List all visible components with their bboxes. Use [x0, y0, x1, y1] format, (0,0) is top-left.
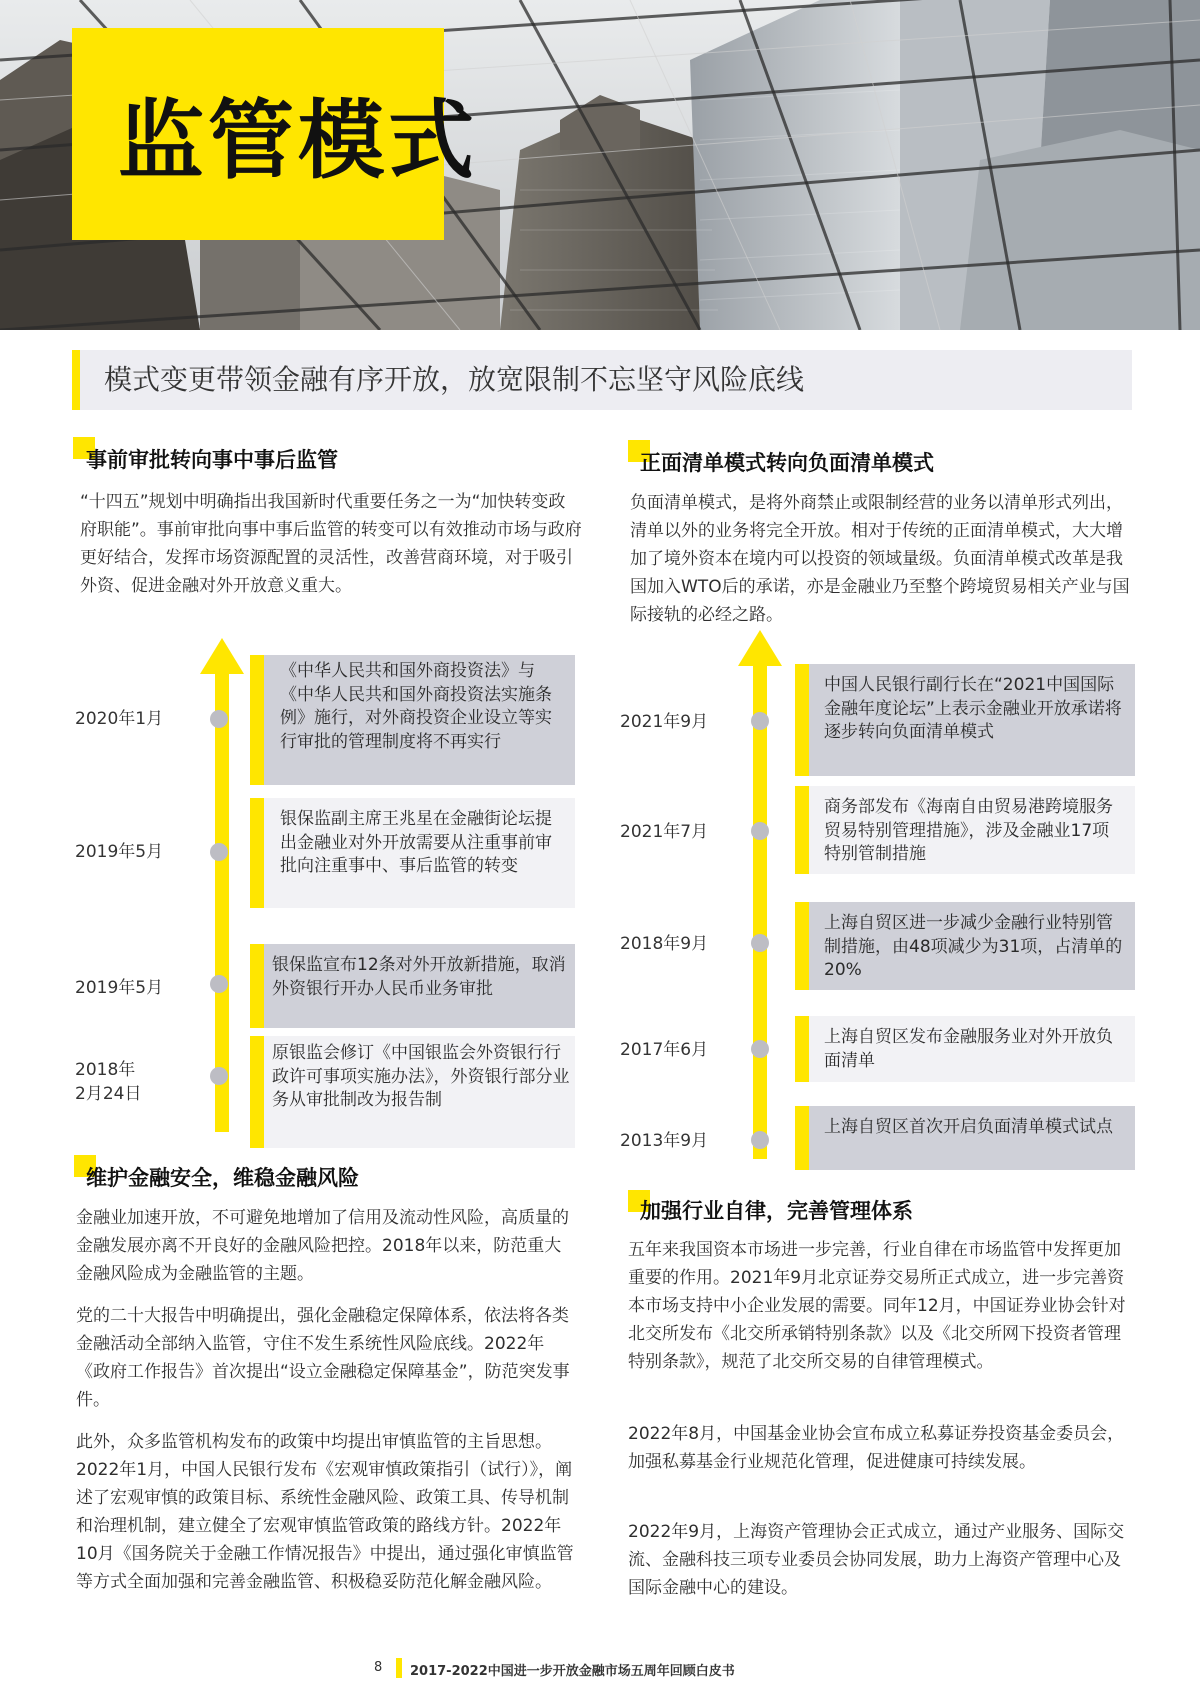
section-title-left-2: 维护金融安全，维稳金融风险	[86, 1166, 359, 1190]
timeline-date: 2017年6月	[620, 1040, 709, 1060]
timeline-date: 2021年7月	[620, 822, 709, 842]
paragraph-left-2b: 党的二十大报告中明确提出，强化金融稳定保障体系，依法将各类金融活动全部纳入监管，守住不发生系统性风险底线。2022年《政府工作报告》首次提出“设立金融稳定保障基金”，防范突发事件。	[76, 1306, 570, 1410]
page-number: 8	[374, 1660, 383, 1675]
paragraph-left-1: “十四五”规划中明确指出我国新时代重要任务之一为“加快转变政府职能”。事前审批向事中事后监管的转变可以有效推动市场与政府更好结合，发挥市场资源配置的灵活性，改善营商环境，对于吸引外资、促进金融对外开放意义重大。	[80, 492, 582, 596]
arrow-up-icon	[738, 630, 782, 666]
timeline-card-text: 中国人民银行副行长在“2021中国国际金融年度论坛”上表示金融业开放承诺将逐步转向负面清单模式	[824, 675, 1122, 742]
timeline-dot	[210, 975, 228, 993]
paragraph-right-2c: 2022年9月，上海资产管理协会正式成立，通过产业服务、国际交流、金融科技三项专业委员会协同发展，助力上海资产管理中心及国际金融中心的建设。	[628, 1522, 1125, 1598]
page-title: 监管模式	[118, 91, 478, 191]
timeline-date: 2018年9月	[620, 934, 709, 954]
timeline-card-strip	[250, 798, 264, 908]
timeline-card-text: 银保监宣布12条对外开放新措施，取消外资银行开办人民币业务审批	[272, 955, 566, 999]
timeline-card-strip	[250, 655, 264, 785]
timeline-card-strip	[250, 1036, 264, 1148]
timeline-card-text: 原银监会修订《中国银监会外资银行行政许可事项实施办法》，外资银行部分业务从审批制改为报告制	[272, 1043, 570, 1110]
timeline-shaft	[753, 664, 767, 1159]
paragraph-right-2a: 五年来我国资本市场进一步完善，行业自律在市场监管中发挥更加重要的作用。2021年9月北京证券交易所正式成立，进一步完善资本市场支持中小企业发展的需要。同年12月，中国证券业协会针对北交所发布《北交所承销特别条款》以及《北交所网下投资者管理特别条款》，规范了北交所交易的自律管理模式。	[628, 1240, 1126, 1372]
timeline-card-strip	[795, 902, 809, 990]
timeline-date: 2020年1月	[75, 709, 164, 729]
timeline-dot	[210, 710, 228, 728]
timeline-card-text: 《中华人民共和国外商投资法》与《中华人民共和国外商投资法实施条例》施行，对外商投资企业设立等实行审批的管理制度将不再实行	[280, 661, 552, 752]
timeline-dot	[751, 822, 769, 840]
timeline-card-text: 银保监副主席王兆星在金融街论坛提出金融业对外开放需要从注重事前审批向注重事中、事后监管的转变	[280, 809, 552, 876]
timeline-card-strip	[250, 944, 264, 1028]
timeline-dot	[751, 1131, 769, 1149]
timeline-date: 2013年9月	[620, 1131, 709, 1151]
timeline-card-text: 上海自贸区发布金融服务业对外开放负面清单	[824, 1027, 1113, 1071]
timeline-card-strip	[795, 786, 809, 874]
timeline-date: 2021年9月	[620, 712, 709, 732]
timeline-card-text: 上海自贸区进一步减少金融行业特别管制措施，由48项减少为31项，占清单的20%	[824, 913, 1123, 980]
timeline-dot	[751, 934, 769, 952]
timeline-dot	[210, 843, 228, 861]
timeline-dot	[751, 1040, 769, 1058]
timeline-date: 2019年5月	[75, 978, 164, 998]
timeline-dot	[210, 1067, 228, 1085]
timeline-date: 2019年5月	[75, 842, 164, 862]
timeline-card-strip	[795, 1016, 809, 1082]
section-title-left-1: 事前审批转向事中事后监管	[86, 448, 338, 472]
timeline-shaft	[215, 672, 229, 1132]
timeline-card-text: 商务部发布《海南自由贸易港跨境服务贸易特别管理措施》，涉及金融业17项特别管制措施	[824, 797, 1113, 864]
paragraph-right-1: 负面清单模式，是将外商禁止或限制经营的业务以清单形式列出，清单以外的业务将完全开放。相对于传统的正面清单模式，大大增加了境外资本在境内可以投资的领域量级。负面清单模式改革是我国加入WTO后的承诺，亦是金融业乃至整个跨境贸易相关产业与国际接轨的必经之路。	[630, 493, 1130, 625]
timeline-card-strip	[795, 664, 809, 776]
arrow-up-icon	[200, 638, 244, 674]
banner-accent-bar	[72, 350, 80, 410]
timeline-card-text: 上海自贸区首次开启负面清单模式试点	[824, 1117, 1113, 1137]
paragraph-left-2a: 金融业加速开放，不可避免地增加了信用及流动性风险，高质量的金融发展亦离不开良好的金融风险把控。2018年以来，防范重大金融风险成为金融监管的主题。	[76, 1208, 569, 1284]
paragraph-left-2c: 此外，众多监管机构发布的政策中均提出审慎监管的主旨思想。2022年1月，中国人民银行发布《宏观审慎政策指引（试行）》，阐述了宏观审慎的政策目标、系统性金融风险、政策工具、传导机制和治理机制，建立健全了宏观审慎监管政策的路线方针。2022年10月《国务院关于金融工作情况报告》中提出，通过强化审慎监管等方式全面加强和完善金融监管、积极稳妥防范化解金融风险。	[76, 1432, 574, 1592]
timeline-card-strip	[795, 1106, 809, 1170]
footer-accent-bar	[396, 1658, 402, 1678]
paragraph-right-2b: 2022年8月，中国基金业协会宣布成立私募证券投资基金委员会，加强私募基金行业规范化管理，促进健康可持续发展。	[628, 1424, 1125, 1472]
subtitle-text: 模式变更带领金融有序开放，放宽限制不忘坚守风险底线	[104, 363, 805, 396]
footer-doc-title: 2017-2022中国进一步开放金融市场五周年回顾白皮书	[410, 1664, 735, 1679]
timeline-dot	[751, 712, 769, 730]
section-title-right-1: 正面清单模式转向负面清单模式	[640, 451, 934, 475]
section-title-right-2: 加强行业自律，完善管理体系	[640, 1199, 913, 1223]
timeline-date: 2018年 2月24日	[75, 1060, 142, 1104]
